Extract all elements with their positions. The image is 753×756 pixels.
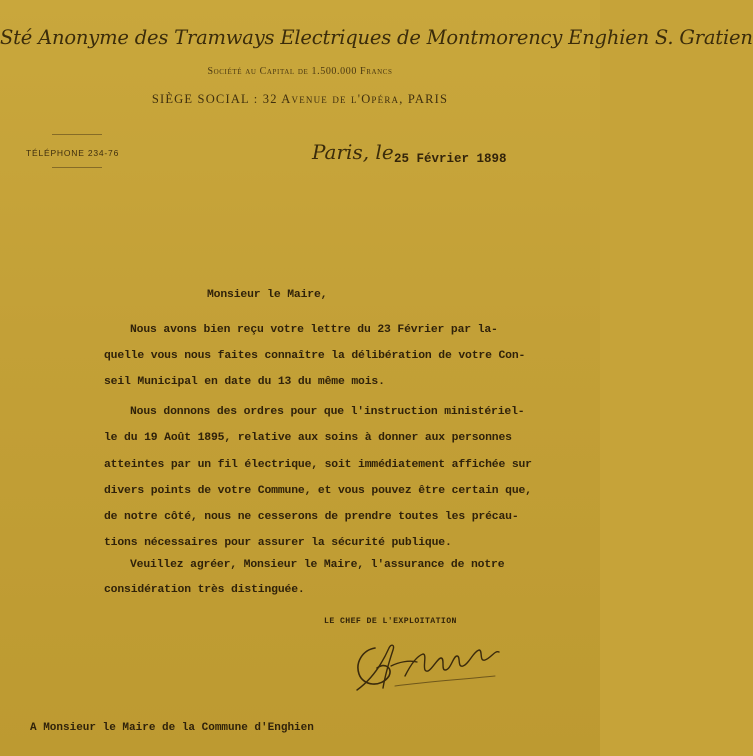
telephone-rule-bottom <box>52 167 102 168</box>
dateline-date: 25 Février 1898 <box>394 152 507 166</box>
handwritten-signature <box>345 636 505 694</box>
letterhead-company-name: Sté Anonyme des Tramways Electriques de Montmorency Enghien S. Gratien <box>0 26 753 49</box>
body-line: seil Municipal en date du 13 du même mois. <box>104 376 385 388</box>
body-line: considération très distinguée. <box>104 584 305 596</box>
body-line: atteintes par un fil électrique, soit immédiatement affichée sur <box>104 459 532 471</box>
body-line: le du 19 Août 1895, relative aux soins à donner aux personnes <box>104 432 512 444</box>
letterhead-telephone: TÉLÉPHONE 234-76 <box>26 148 120 158</box>
body-line: tions nécessaires pour assurer la sécurité publique. <box>104 537 452 549</box>
body-line: divers points de votre Commune, et vous pouvez être certain que, <box>104 485 532 497</box>
body-line: Nous donnons des ordres pour que l'instruction ministériel- <box>130 406 525 418</box>
recipient-address: A Monsieur le Maire de la Commune d'Enghien <box>30 722 314 734</box>
body-line: Veuillez agréer, Monsieur le Maire, l'assurance de notre <box>130 559 505 571</box>
body-line: quelle vous nous faites connaître la délibération de votre Con- <box>104 350 526 362</box>
letterhead-capital: Société au Capital de 1.500.000 Francs <box>207 66 393 77</box>
body-line: de notre côté, nous ne cesserons de prendre toutes les précau- <box>104 511 519 523</box>
dateline-place: Paris, le <box>312 140 394 164</box>
salutation: Monsieur le Maire, <box>207 289 328 301</box>
body-line: Nous avons bien reçu votre lettre du 23 Février par la- <box>130 324 498 336</box>
signature-title: LE CHEF DE L'EXPLOITATION <box>324 617 457 626</box>
telephone-rule-top <box>52 134 102 135</box>
letterhead-head-office: SIÈGE SOCIAL : 32 Avenue de l'Opéra, PARIS <box>151 92 449 106</box>
